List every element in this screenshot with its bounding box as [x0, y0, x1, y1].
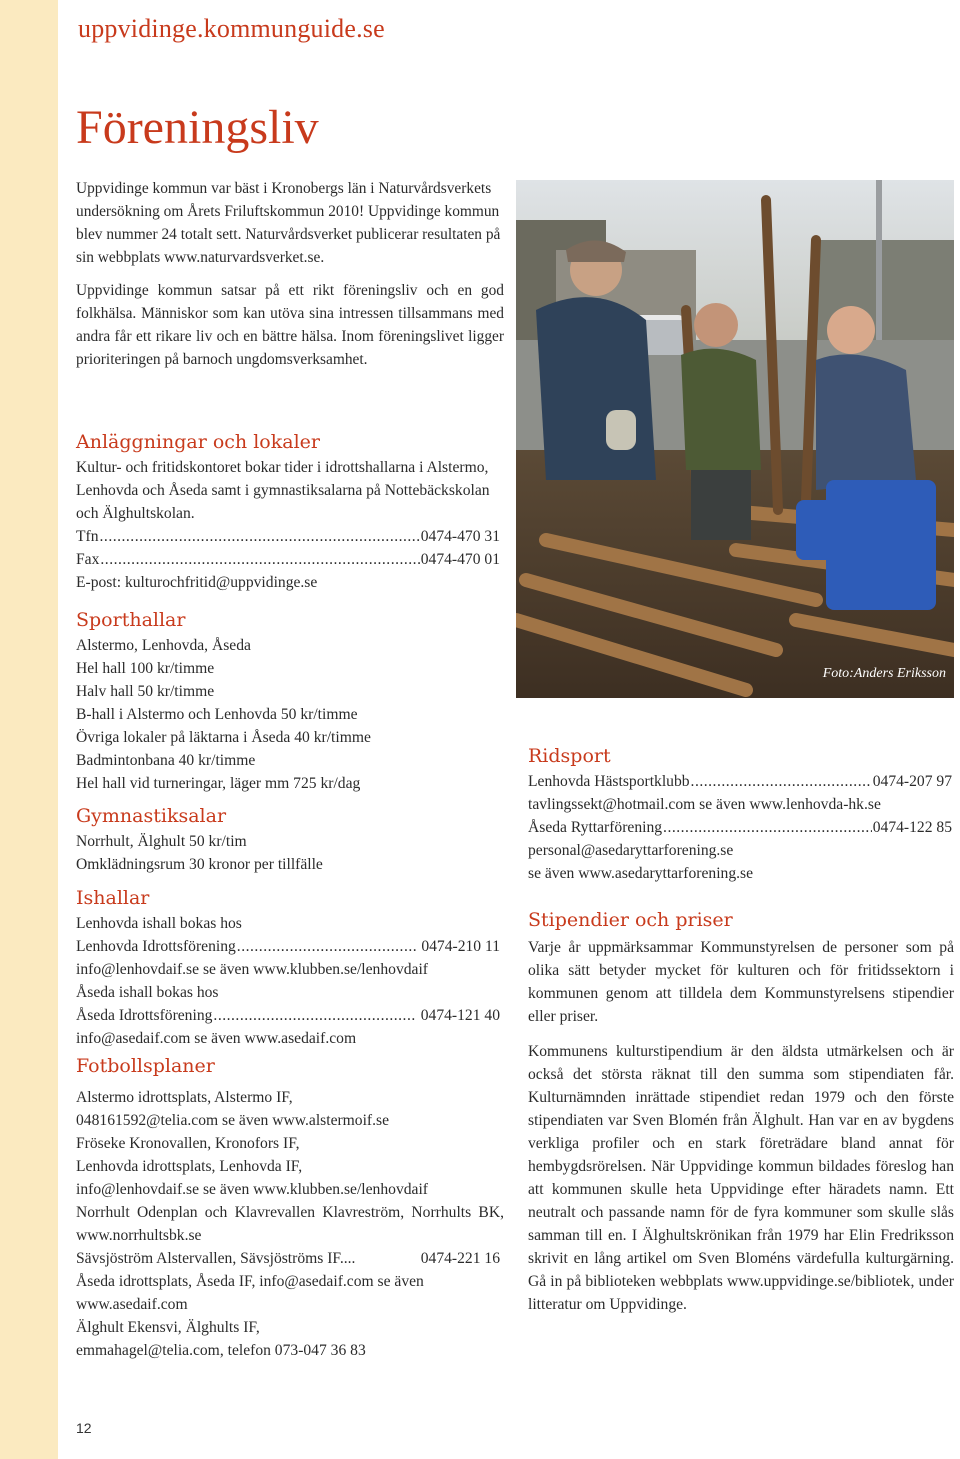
photo-illustration [516, 180, 954, 698]
tfn-label: Tfn [76, 528, 99, 545]
ishallar-section [76, 884, 504, 1050]
stipendier-section [528, 906, 954, 1316]
list-item: emmahagel@telia.com, telefon 073-047 36 83 [76, 1342, 366, 1359]
club-label: Åseda Ryttarförening [528, 819, 663, 836]
list-item: Älghult Ekensvi, Älghults IF, [76, 1319, 260, 1336]
leader-dots [100, 548, 419, 571]
fax-value: 0474-470 01 [420, 551, 500, 568]
section-heading: Gymnastiksalar [76, 805, 227, 827]
club-phone: 0474-207 97 [872, 773, 952, 790]
stipendier-paragraph: Kommunens kulturstipendium är den äldsta utmärkelsen och är också det största räknat till den summa som stipendiaten får. Kulturnämnden inrättade stipendiet redan 1979 och den förste stipendiaten var Sven Blomén från Älghult. Han var en av bygdens verkliga profiler och en stark företrädare bland annat för hembygdsrörelsen. När Uppvidinge kommun bildades föreslog han att kommunen skulle heta Uppvidinge efter häradets namn. Ett neutralt och passande namn för de fyra kommuner som skulle slås samman till en. I Älghultskrönikan från 1979 har Elin Fredriksson skrivit en lång artikel om Sven Bloméns värdefulla kulturgärning. Gå in på biblioteken webbplats www.uppvidinge.se/bibliotek, under litteratur om Uppvidinge. [528, 1043, 954, 1313]
list-item: Badmintonbana 40 kr/timme [76, 752, 256, 769]
section-heading: Ridsport [528, 745, 611, 767]
club-label: Lenhovda Hästsportklubb [528, 773, 690, 790]
section-heading: Sporthallar [76, 609, 186, 631]
anlaggningar-text: Kultur- och fritidskontoret bokar tider i idrottshallarna i Alstermo, Lenhovda och Åseda samt i gymnastiksalarna på Nottebäckskolan och Älghultskolan. [76, 459, 490, 522]
intro-section [76, 177, 504, 371]
email-line: E-post: kulturochfritid@uppvidinge.se [76, 574, 318, 591]
page-title: Föreningsliv [76, 101, 319, 154]
intro-paragraph: Uppvidinge kommun satsar på ett rikt föreningsliv och en god folkhälsa. Människor som kan utöva sina intressen tillsammans med andra får ett rikare liv och en bättre hälsa. Inom föreningslivet ligger prioriteringen på barnoch ungdomsverksamhet. [76, 282, 504, 368]
club-row [76, 1247, 500, 1270]
margin-stripe [0, 0, 58, 1459]
fax-row [76, 548, 500, 571]
club-phone: 0474-122 85 [872, 819, 952, 836]
ridsport-section [528, 742, 954, 885]
list-item: Halv hall 50 kr/timme [76, 683, 215, 700]
list-item: tavlingssekt@hotmail.com se även www.lenhovda-hk.se [528, 796, 881, 813]
photo-caption: Foto:Anders Eriksson [822, 666, 946, 681]
gymnastiksalar-section [76, 802, 504, 876]
club-row [76, 1004, 500, 1027]
leader-dots [100, 525, 420, 548]
section-heading: Ishallar [76, 887, 150, 909]
list-item: www.asedaif.com [76, 1296, 188, 1313]
list-item: B-hall i Alstermo och Lenhovda 50 kr/timme [76, 706, 358, 723]
club-label: Åseda Idrottsförening [76, 1007, 213, 1024]
list-item: se även www.asedaryttarforening.se [528, 865, 754, 882]
list-item: Lenhovda idrottsplats, Lenhovda IF, [76, 1158, 303, 1175]
club-row [76, 935, 500, 958]
club-row [528, 770, 952, 793]
list-item: Omklädningsrum 30 kronor per tillfälle [76, 856, 323, 873]
list-item: Hel hall vid turneringar, läger mm 725 kr/dag [76, 775, 361, 792]
anlaggningar-section [76, 428, 504, 594]
list-item: 048161592@telia.com se även www.alstermoif.se [76, 1112, 390, 1129]
list-item: Norrhult, Älghult 50 kr/tim [76, 833, 247, 850]
club-label: Sävsjöström Alstervallen, Sävsjöströms IF.... [76, 1250, 356, 1267]
list-item: info@lenhovdaif.se se även www.klubben.se/lenhovdaif [76, 961, 428, 978]
intro-paragraph: Uppvidinge kommun var bäst i Kronobergs län i Naturvårdsverkets undersökning om Årets Friluftskommun 2010! Uppvidinge kommun blev nummer 24 totalt sett. Naturvårdsverket publicerar resultaten på sin webbplats www.naturvardsverket.se. [76, 180, 501, 266]
leader-dots [213, 1004, 415, 1027]
list-item: info@lenhovdaif.se se även www.klubben.se/lenhovdaif [76, 1181, 428, 1198]
section-heading: Anläggningar och lokaler [76, 431, 320, 453]
list-item: Åseda idrottsplats, Åseda IF, info@asedaif.com se även [76, 1273, 424, 1290]
list-item: Fröseke Kronovallen, Kronofors IF, [76, 1135, 300, 1152]
club-row [528, 816, 952, 839]
list-item: Norrhult Odenplan och Klavrevallen Klavreström, Norrhults BK, www.norrhultsbk.se [76, 1204, 504, 1244]
tfn-row [76, 525, 500, 548]
list-item: Övriga lokaler på läktarna i Åseda 40 kr/timme [76, 729, 371, 746]
photo-men-building-fence [516, 180, 954, 698]
stipendier-paragraph: Varje år uppmärksammar Kommunstyrelsen de personer som på olika sätt betyder mycket för kulturen och för fritidssektorn i kommunen genom att tilldela dem Kommunstyrelsens stipendier eller priser. [528, 939, 954, 1025]
list-item: personal@asedaryttarforening.se [528, 842, 734, 859]
fax-label: Fax [76, 551, 100, 568]
list-item: info@asedaif.com se även www.asedaif.com [76, 1030, 357, 1047]
section-heading: Stipendier och priser [528, 909, 733, 931]
leader-dots [237, 935, 417, 958]
tfn-value: 0474-470 31 [420, 528, 500, 545]
site-header: uppvidinge.kommunguide.se [78, 14, 385, 43]
list-item: Hel hall 100 kr/timme [76, 660, 215, 677]
club-phone: 0474-210 11 [421, 938, 500, 955]
sporthallar-section [76, 606, 504, 795]
fotbollsplaner-section [76, 1052, 504, 1362]
list-item: Lenhovda ishall bokas hos [76, 915, 242, 932]
list-item: Åseda ishall bokas hos [76, 984, 219, 1001]
leader-dots [691, 770, 872, 793]
page-number: 12 [76, 1420, 92, 1436]
club-phone: 0474-221 16 [420, 1250, 500, 1267]
section-heading: Fotbollsplaner [76, 1055, 215, 1077]
list-item: Alstermo idrottsplats, Alstermo IF, [76, 1089, 293, 1106]
club-phone: 0474-121 40 [420, 1007, 500, 1024]
club-label: Lenhovda Idrottsförening [76, 938, 236, 955]
list-item: Alstermo, Lenhovda, Åseda [76, 637, 251, 654]
leader-dots [663, 816, 872, 839]
